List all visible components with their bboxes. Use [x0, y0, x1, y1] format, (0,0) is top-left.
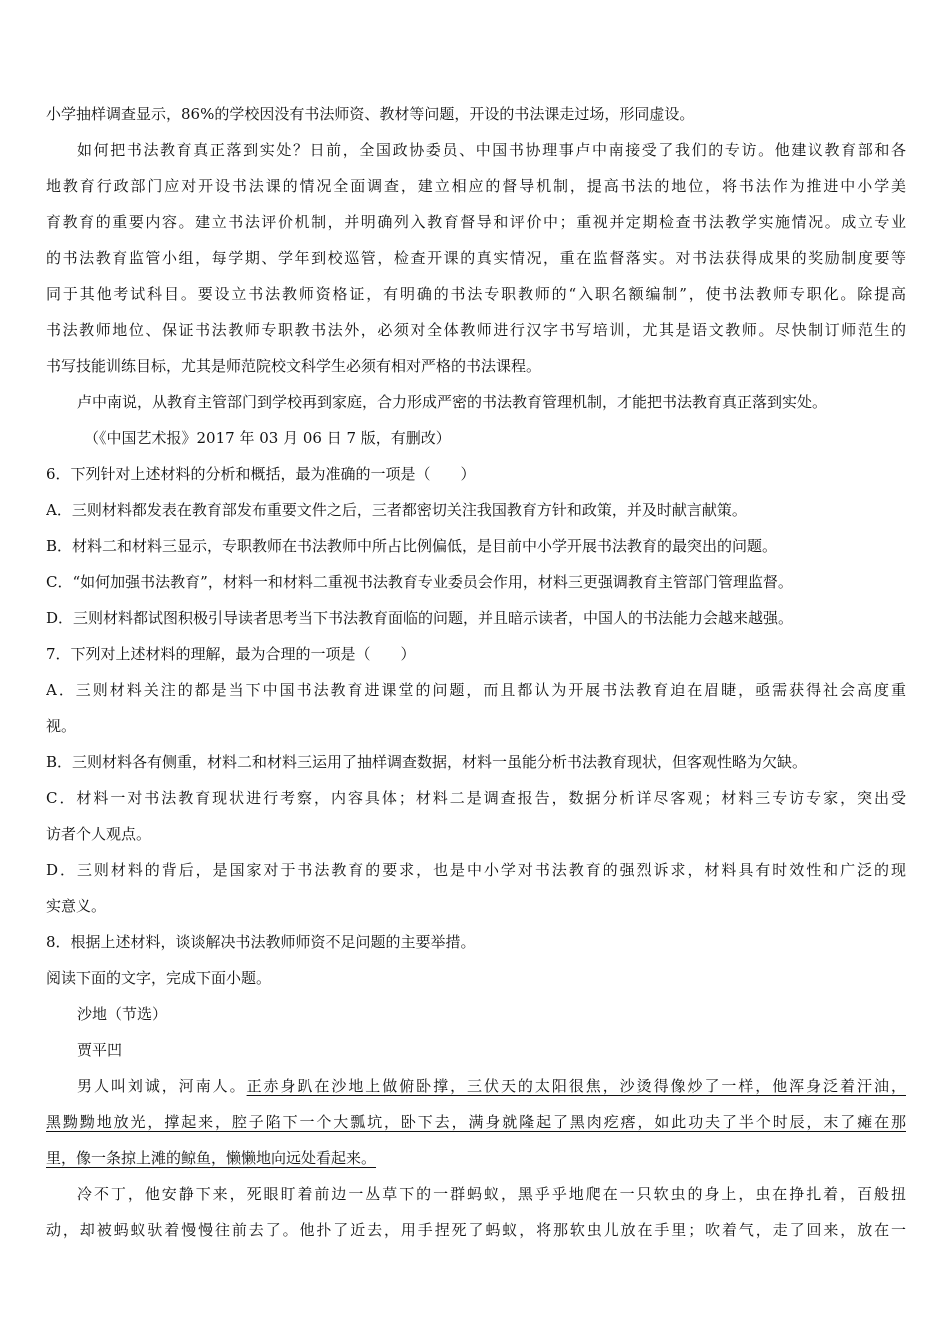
question-8: 8．根据上述材料，谈谈解决书法教师师资不足问题的主要举措。 — [46, 933, 476, 951]
question-7-option-d: D．三则材料的背后，是国家对于书法教育的要求，也是中小学对书法教育的强烈诉求，材料具有时效性和广泛的现 — [46, 861, 906, 879]
story-line — [46, 1104, 906, 1140]
question-7-option-a: A．三则材料关注的都是当下中国书法教育进课堂的问题，而且都认为开展书法教育迫在眉睫，亟需获得社会高度重 — [46, 681, 906, 699]
document-page — [46, 96, 906, 1248]
question-6-option-a: A．三则材料都发表在教育部发布重要文件之后，三者都密切关注我国教育方针和政策，并及时献言献策。 — [46, 501, 747, 519]
story-line: 动，却被蚂蚁驮着慢慢往前去了。他扑了近去，用手捏死了蚂蚁，将那软虫儿放在手里；吹着气，走了回来，放在一 — [46, 1221, 906, 1239]
question-6-option-b: B．材料二和材料三显示，专职教师在书法教师中所占比例偏低，是目前中小学开展书法教育的最突出的问题。 — [46, 537, 778, 555]
text-line: 卢中南说，从教育主管部门到学校再到家庭，合力形成严密的书法教育管理机制，才能把书法教育真正落到实处。 — [77, 393, 828, 411]
reading-instruction: 阅读下面的文字，完成下面小题。 — [46, 969, 272, 987]
question-7-option-b: B．三则材料各有侧重，材料二和材料三运用了抽样调查数据，材料一虽能分析书法教育现状，但客观性略为欠缺。 — [46, 753, 808, 771]
underlined-passage: 黑黝黝地放光，撑起来，腔子陷下一个大瓢坑，卧下去，满身就隆起了黑肉疙瘩，如此功夫了半个时辰，末了瘫在那 — [46, 1113, 906, 1131]
question-6-option-c: C．“如何加强书法教育”，材料一和材料二重视书法教育专业委员会作用，材料三更强调教育主管部门管理监督。 — [46, 573, 793, 591]
question-7-option-a-cont: 视。 — [46, 717, 77, 735]
question-7-option-c: C．材料一对书法教育现状进行考察，内容具体；材料二是调查报告，数据分析详尽客观；材料三专访专家，突出受 — [46, 789, 906, 807]
text-line: 如何把书法教育真正落到实处？日前，全国政协委员、中国书协理事卢中南接受了我们的专访。他建议教育部和各 — [77, 141, 906, 159]
story-line — [46, 1140, 906, 1176]
source-citation: （《中国艺术报》2017 年 03 月 06 日 7 版，有删改） — [84, 429, 451, 447]
story-lead: 男人叫刘诚，河南人。 — [77, 1077, 247, 1095]
story-author: 贾平凹 — [77, 1041, 123, 1059]
story-title: 沙地（节选） — [77, 1005, 168, 1023]
question-6-option-d: D．三则材料都试图积极引导读者思考当下书法教育面临的问题，并且暗示读者，中国人的书法能力会越来越强。 — [46, 609, 794, 627]
question-7: 7．下列对上述材料的理解，最为合理的一项是（ ） — [46, 645, 416, 663]
text-line: 同于其他考试科目。要设立书法教师资格证，有明确的书法专职教师的“入职名额编制”，使书法教师专职化。除提高 — [46, 285, 906, 303]
text-line: 育教育的重要内容。建立书法评价机制，并明确列入教育督导和评价中；重视并定期检查书法教学实施情况。成立专业 — [46, 213, 906, 231]
text-line: 地教育行政部门应对开设书法课的情况全面调查，建立相应的督导机制，提高书法的地位，将书法作为推进中小学美 — [46, 177, 906, 195]
story-line — [46, 1068, 906, 1104]
text-line: 小学抽样调查显示，86%的学校因没有书法师资、教材等问题，开设的书法课走过场，形同虚设。 — [46, 105, 695, 123]
text-line: 书法教师地位、保证书法教师专职教书法外，必须对全体教师进行汉字书写培训，尤其是语文教师。尽快制订师范生的 — [46, 321, 906, 339]
text-line: 书写技能训练目标，尤其是师范院校文科学生必须有相对严格的书法课程。 — [46, 357, 542, 375]
underlined-passage: 里，像一条掠上滩的鲸鱼，懒懒地向远处看起来。 — [46, 1149, 377, 1167]
question-7-option-c-cont: 访者个人观点。 — [46, 825, 152, 843]
underlined-passage: 正赤身趴在沙地上做俯卧撑，三伏天的太阳很焦，沙烫得像炒了一样，他浑身泛着汗油， — [246, 1077, 906, 1095]
question-6: 6．下列针对上述材料的分析和概括，最为准确的一项是（ ） — [46, 465, 476, 483]
story-line: 冷不丁，他安静下来，死眼盯着前边一丛草下的一群蚂蚁，黑乎乎地爬在一只软虫的身上，虫在挣扎着，百般扭 — [77, 1185, 906, 1203]
text-line: 的书法教育监管小组，每学期、学年到校巡管，检查开课的真实情况，重在监督落实。对书法获得成果的奖励制度要等 — [46, 249, 906, 267]
question-7-option-d-cont: 实意义。 — [46, 897, 107, 915]
